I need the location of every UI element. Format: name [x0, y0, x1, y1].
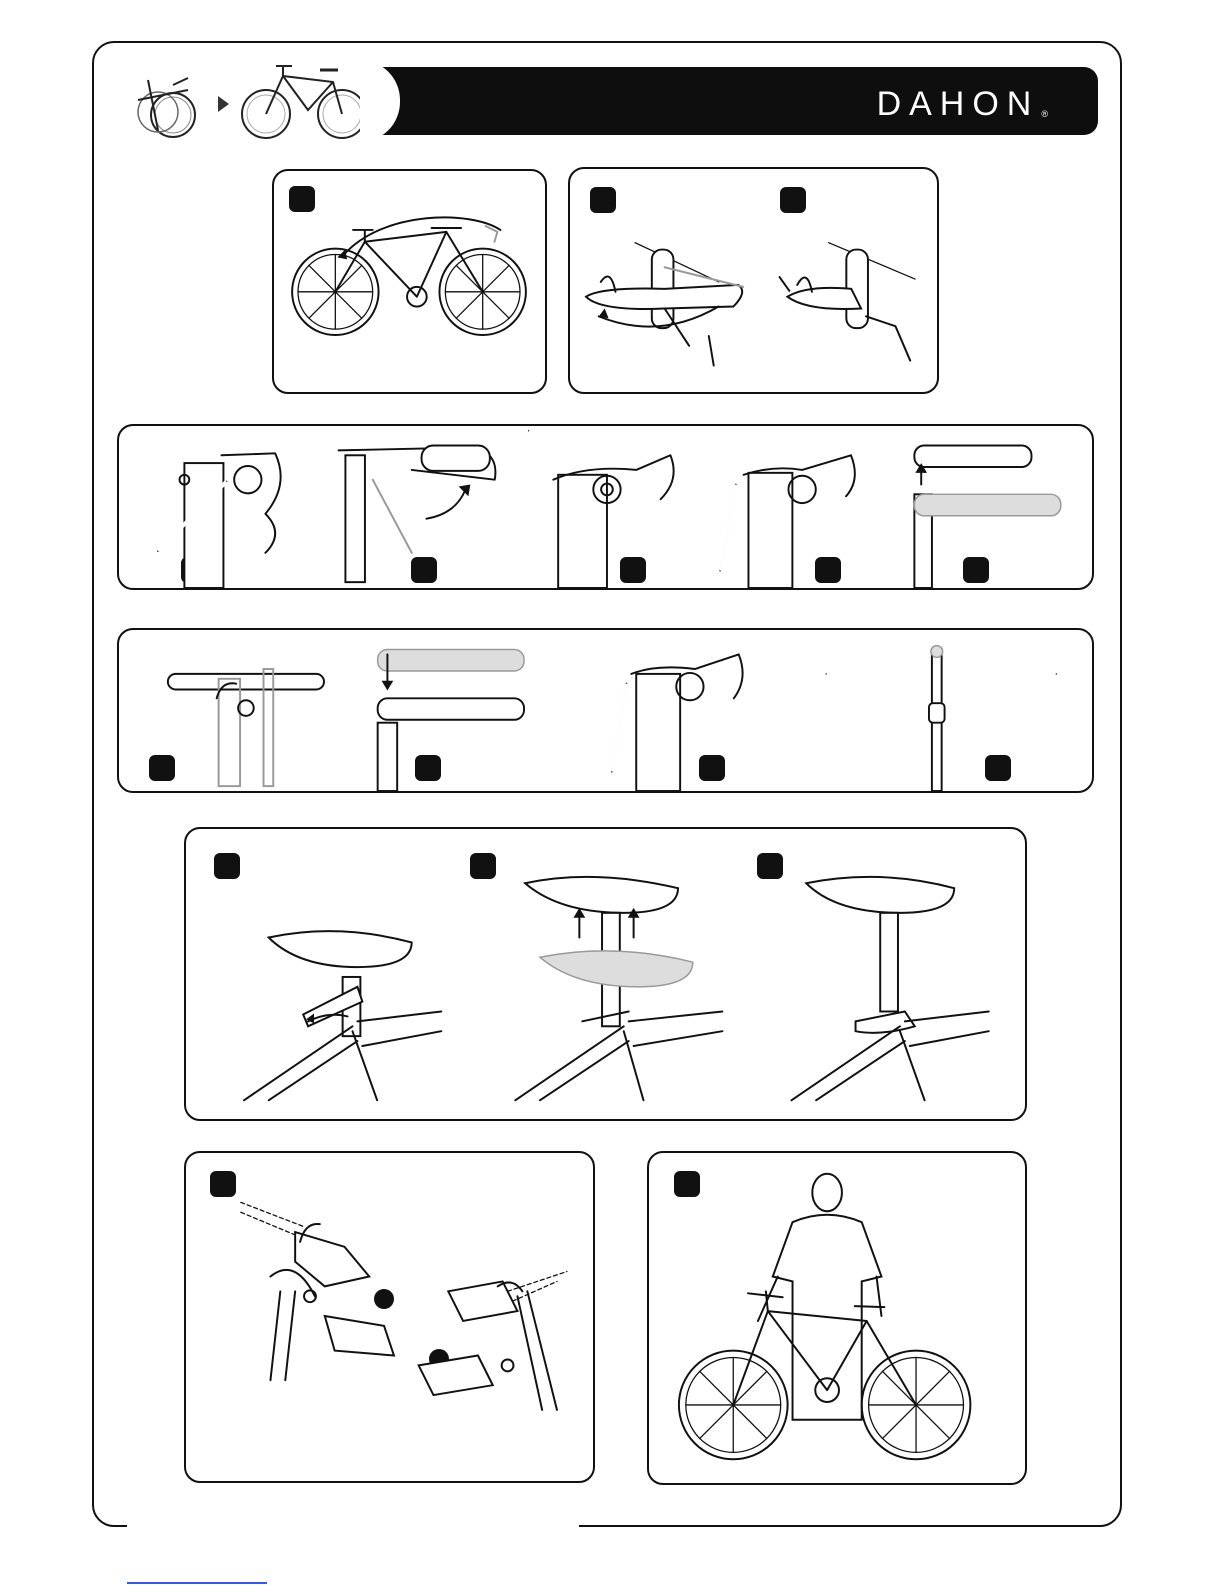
arrow-right-icon	[218, 96, 229, 112]
unfolded-bike-icon	[238, 58, 370, 142]
folded-bike-icon	[128, 70, 204, 142]
step-seatpost-panel	[184, 827, 1027, 1121]
rider-with-bike-illustration	[649, 1153, 1025, 1483]
step-pedals-panel	[184, 1151, 595, 1483]
footer-rule-left	[127, 1525, 579, 1527]
registered-mark-icon: ®	[1041, 108, 1048, 119]
step-ready-panel	[647, 1151, 1027, 1485]
step-stem-row-panel	[117, 424, 1094, 590]
latch-illustration	[570, 169, 937, 392]
stem-steps-illustration	[119, 426, 1092, 588]
step-handlebar-row-panel	[117, 628, 1094, 793]
pedals-illustration	[186, 1153, 593, 1481]
brand-logo	[877, 85, 1048, 124]
header-bar	[380, 67, 1098, 135]
handlebar-steps-illustration	[119, 630, 1092, 791]
brand-name: DAHON	[876, 85, 1040, 123]
step-unfold-frame-panel	[272, 169, 547, 394]
footer-link-underline[interactable]	[127, 1582, 267, 1584]
bike-unfold-illustration	[274, 171, 545, 392]
step-handlebar-latch-panel	[568, 167, 939, 394]
seatpost-illustration	[186, 829, 1025, 1119]
